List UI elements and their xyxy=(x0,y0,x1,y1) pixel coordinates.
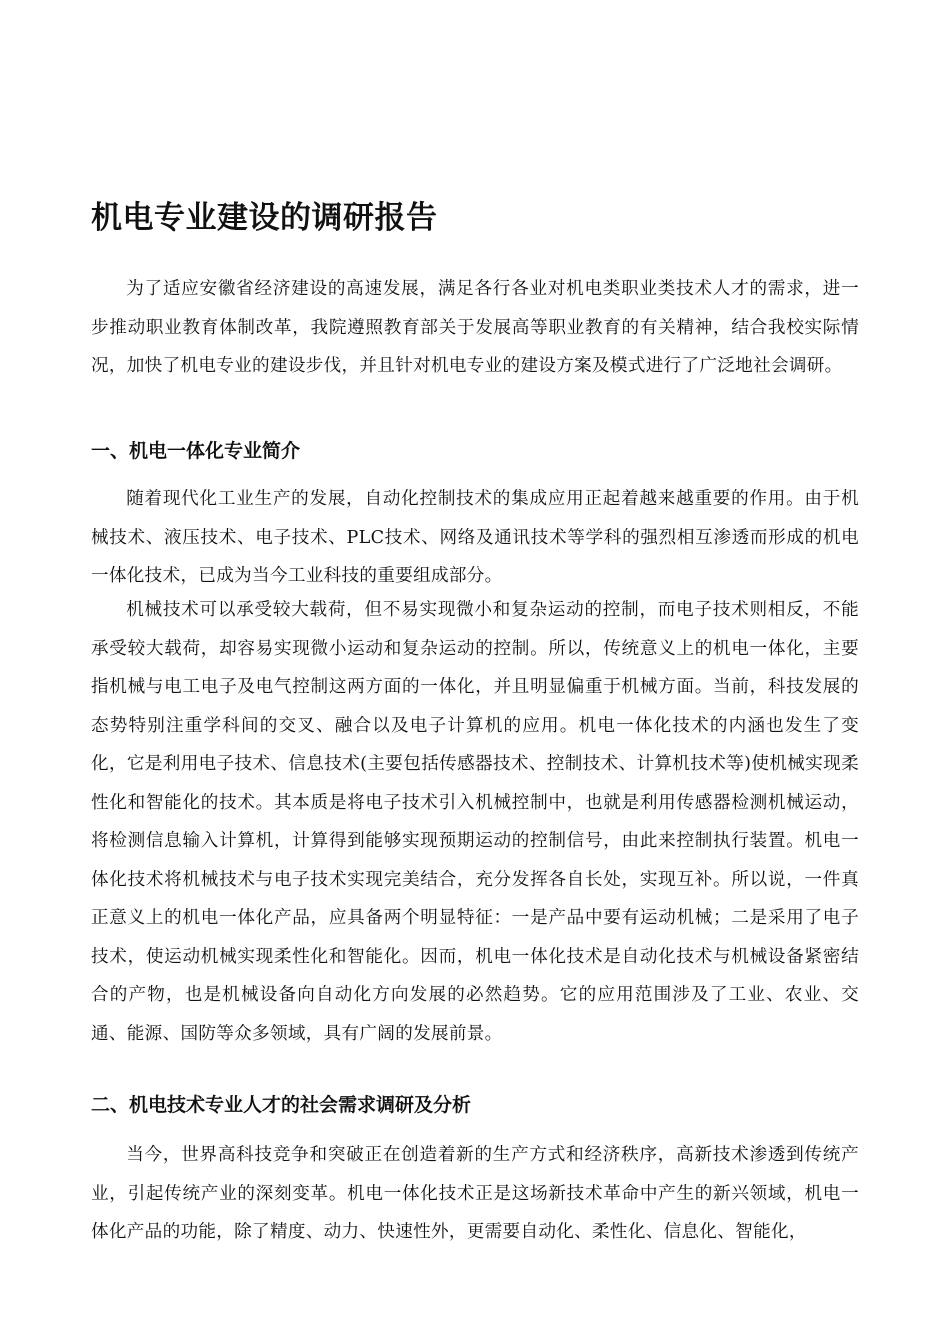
section-heading-2: 二、机电技术专业人才的社会需求调研及分析 xyxy=(91,1094,472,1116)
section1-paragraph-1: 随着现代化工业生产的发展，自动化控制技术的集成应用正起着越来越重要的作用。由于机械技术、液压技术、电子技术、PLC技术、网络及通讯技术等学科的强烈相互渗透而形成的机电一体化技术，已成为当今工业科技的重要组成部分。 xyxy=(91,489,859,586)
intro-paragraph: 为了适应安徽省经济建设的高速发展，满足各行各业对机电类职业类技术人才的需求，进一步推动职业教育体制改革，我院遵照教育部关于发展高等职业教育的有关精神，结合我校实际情况，加快了机电专业的建设步伐，并且针对机电专业的建设方案及模式进行了广泛地社会调研。 xyxy=(91,279,859,376)
page-title: 机电专业建设的调研报告 xyxy=(91,200,438,236)
section2-paragraph-1: 当今，世界高科技竞争和突破正在创造着新的生产方式和经济秩序，高新技术渗透到传统产业，引起传统产业的深刻变革。机电一体化技术正是这场新技术革命中产生的新兴领域，机电一体化产品的功能，除了精度、动力、快速性外，更需要自动化、柔性化、信息化、智能化， xyxy=(91,1145,859,1242)
section-heading-1: 一、机电一体化专业简介 xyxy=(91,440,301,462)
section1-paragraph-2: 机械技术可以承受较大载荷，但不易实现微小和复杂运动的控制，而电子技术则相反，不能承受较大载荷，却容易实现微小运动和复杂运动的控制。所以，传统意义上的机电一体化，主要指机械与电工电子及电气控制这两方面的一体化，并且明显偏重于机械方面。当前，科技发展的态势特别注重学科间的交叉、融合以及电子计算机的应用。机电一体化技术的内涵也发生了变化，它是利用电子技术、信息技术(主要包括传感器技术、控制技术、计算机技术等)使机械实现柔性化和智能化的技术。其本质是将电子技术引入机械控制中，也就是利用传感器检测机械运动，将检测信息输入计算机，计算得到能够实现预期运动的控制信号，由此来控制执行装置。机电一体化技术将机械技术与电子技术实现完美结合，充分发挥各自长处，实现互补。所以说，一件真正意义上的机电一体化产品，应具备两个明显特征：一是产品中要有运动机械；二是采用了电子技术，使运动机械实现柔性化和智能化。因而，机电一体化技术是自动化技术与机械设备紧密结合的产物，也是机械设备向自动化方向发展的必然趋势。它的应用范围涉及了工业、农业、交通、能源、国防等众多领域，具有广阔的发展前景。 xyxy=(91,600,859,1044)
